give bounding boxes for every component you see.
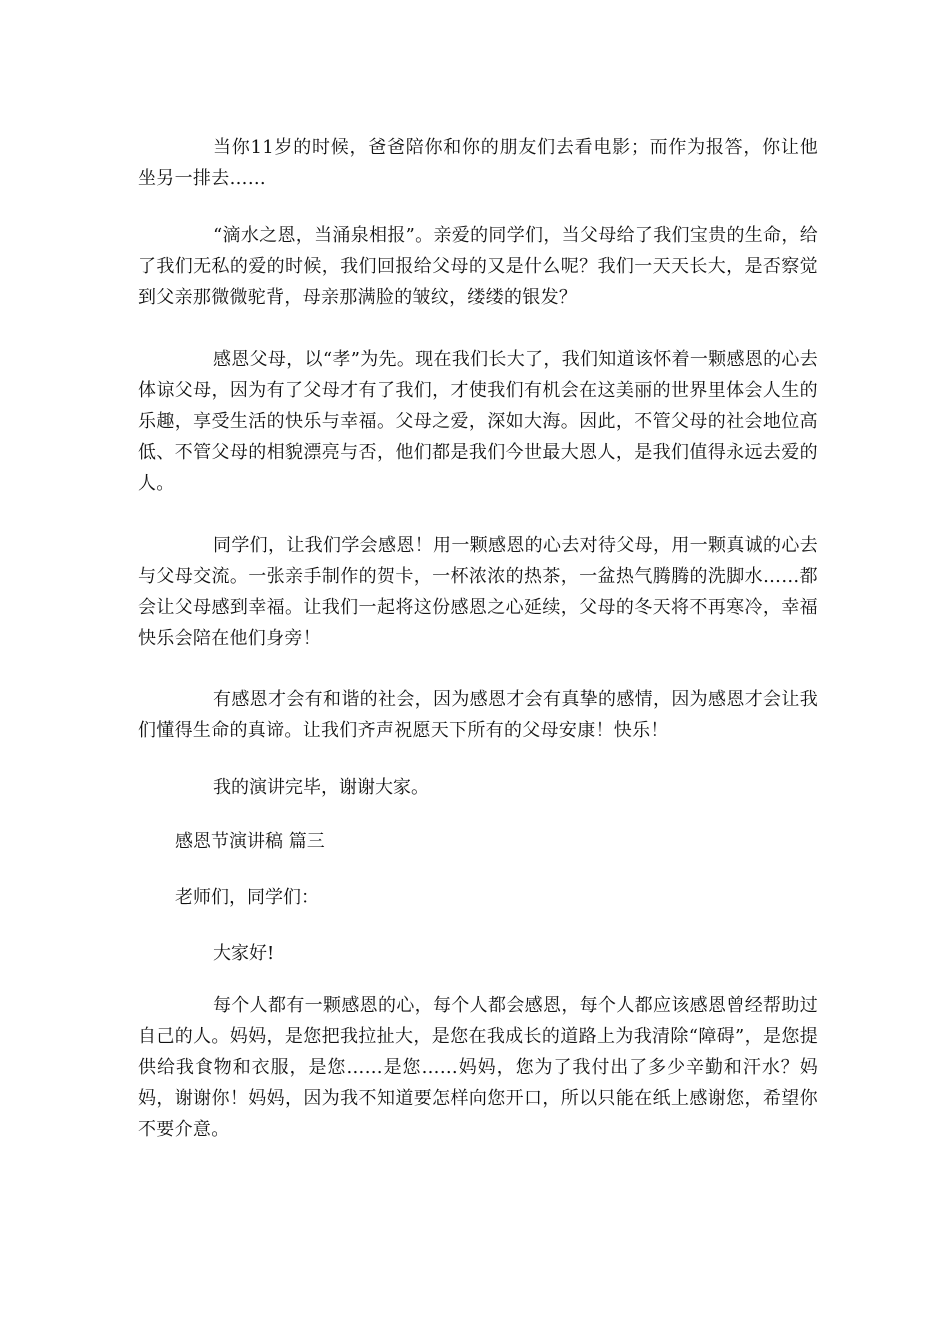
paragraph-movie: 当你11岁的时候，爸爸陪你和你的朋友们去看电影；而作为报答，你让他坐另一排去……	[138, 137, 818, 189]
paragraph-thank-mother: 每个人都有一颗感恩的心，每个人都会感恩，每个人都应该感恩曾经帮助过自己的人。妈妈，是您把我拉扯大，是您在我成长的道路上为我清除“障碍”，是您提供给我食物和衣服，是您……是您……妈妈，您为了我付出了多少辛勤和汗水？妈妈，谢谢你！妈妈，因为我不知道要怎样向您开口，所以只能在纸上感谢您，希望你不要介意。	[138, 995, 818, 1140]
paragraph-learn-gratitude: 同学们，让我们学会感恩！用一颗感恩的心去对待父母，用一颗真诚的心去与父母交流。一张亲手制作的贺卡，一杯浓浓的热茶，一盆热气腾腾的洗脚水……都会让父母感到幸福。让我们一起将这份感恩之心延续，父母的冬天将不再寒冷，幸福快乐会陪在他们身旁！	[138, 535, 818, 649]
paragraph-gratitude-proverb: “滴水之恩，当涌泉相报”。亲爱的同学们，当父母给了我们宝贵的生命，给了我们无私的爱的时候，我们回报给父母的又是什么呢？我们一天天长大，是否察觉到父亲那微微驼背，母亲那满脸的皱纹，缕缕的银发？	[138, 225, 818, 308]
paragraph-harmonious-society: 有感恩才会有和谐的社会，因为感恩才会有真挚的感情，因为感恩才会让我们懂得生命的真谛。让我们齐声祝愿天下所有的父母安康！快乐！	[138, 689, 818, 741]
greeting: 大家好!	[213, 943, 275, 964]
closing-line: 我的演讲完毕，谢谢大家。	[213, 777, 429, 798]
salutation: 老师们，同学们：	[175, 887, 319, 908]
section-title: 感恩节演讲稿 篇三	[175, 831, 325, 852]
paragraph-filial-piety: 感恩父母，以“孝”为先。现在我们长大了，我们知道该怀着一颗感恩的心去体谅父母，因为有了父母才有了我们，才使我们有机会在这美丽的世界里体会人生的乐趣，享受生活的快乐与幸福。父母之爱，深如大海。因此，不管父母的社会地位高低、不管父母的相貌漂亮与否，他们都是我们今世最大恩人，是我们值得永远去爱的人。	[138, 349, 818, 494]
